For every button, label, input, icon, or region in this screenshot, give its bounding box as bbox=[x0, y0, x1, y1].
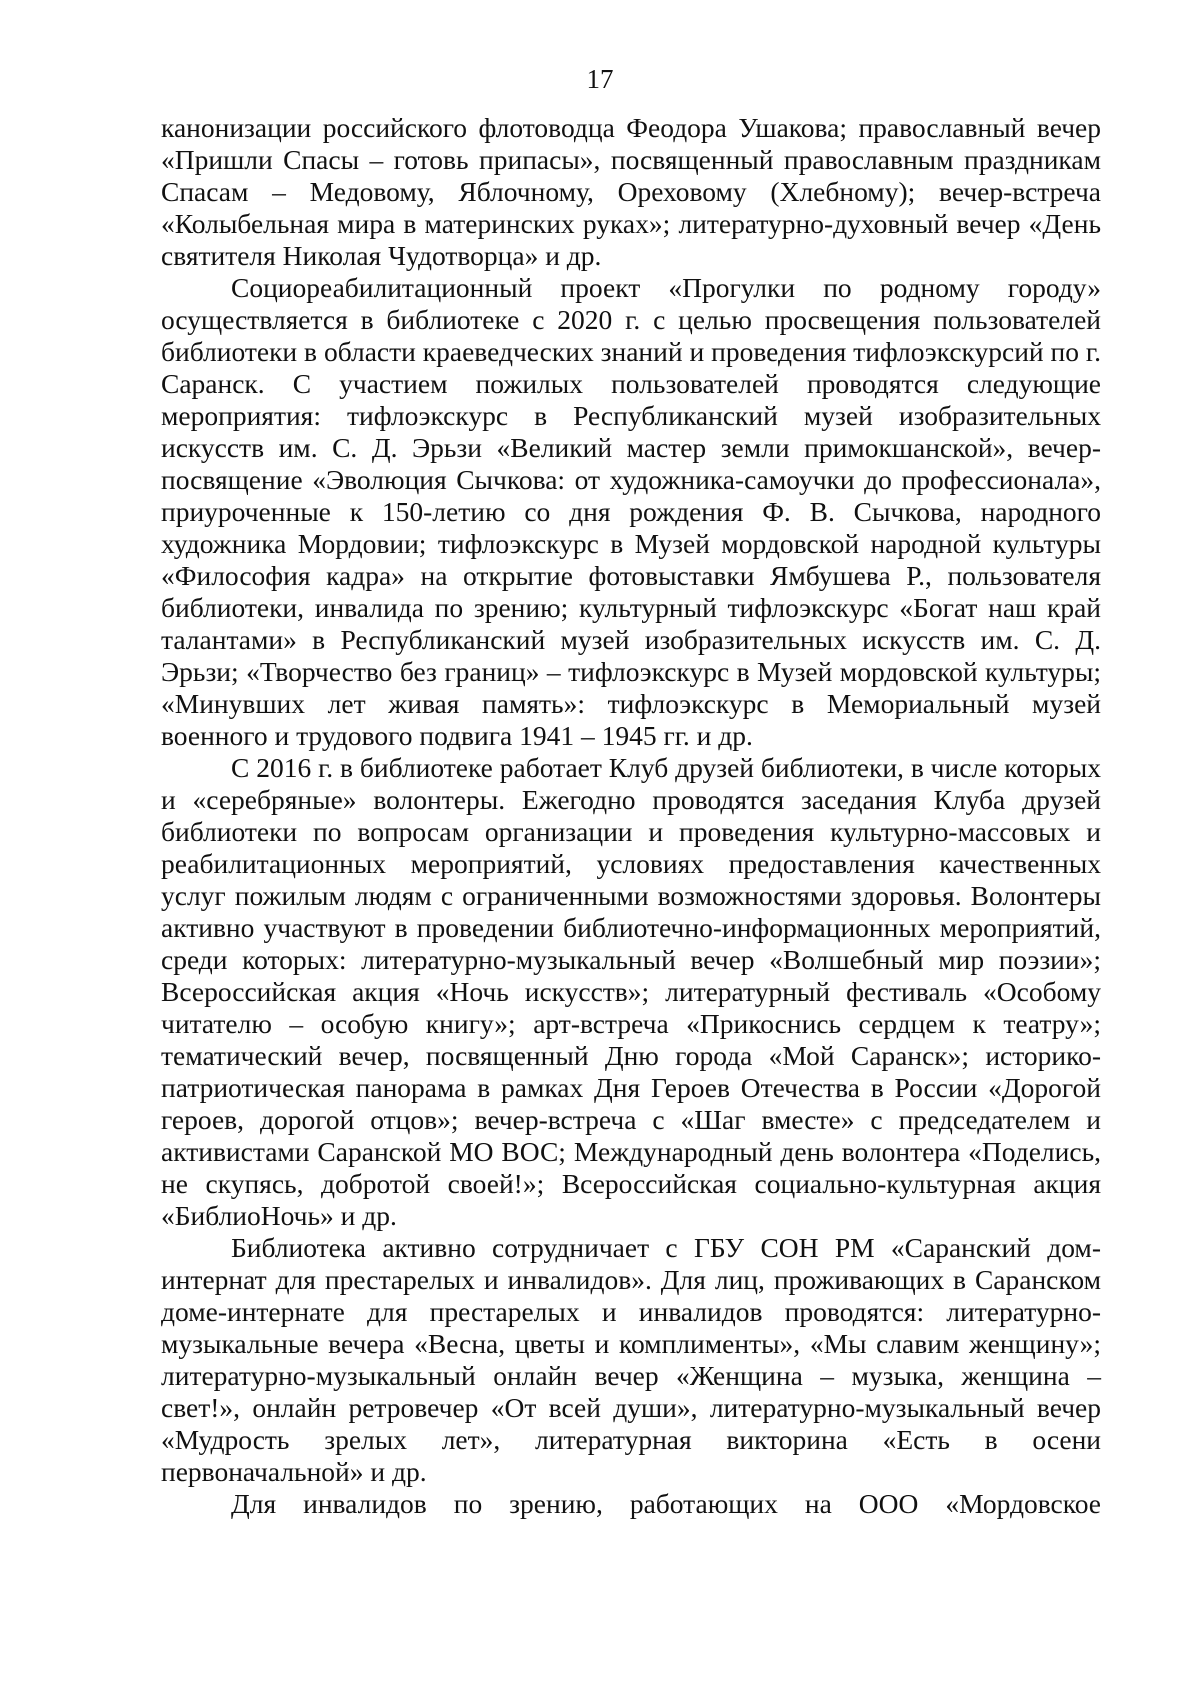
paragraph-visually-impaired-workers: Для инвалидов по зрению, работающих на ООО «Мордовское bbox=[231, 1488, 1101, 1519]
paragraph-care-home-cooperation: Библиотека активно сотрудничает с ГБУ СОН РМ «Саранский дом-интернат для престарелых и инвалидов». Для лиц, проживающих в Саранском доме-интернате для престарелых и инвалидов проводятся: литературно-музыкальные вечера «Весна, цветы и комплименты», «Мы славим женщину»; литературно-музыкальный онлайн вечер «Женщина – музыка, женщина – свет!», онлайн ретровечер «От всей души», литературно-музыкальный вечер «Мудрость зрелых лет», литературная викторина «Есть в осени первоначальной» и др. bbox=[161, 1232, 1101, 1487]
paragraph-walks-project: Социореабилитационный проект «Прогулки по родному городу» осуществляется в библиотеке с 2020 г. с целью просвещения пользователей библиотеки в области краеведческих знаний и проведения тифлоэкскурсий по г. Саранск. С участием пожилых пользователей проводятся следующие мероприятия: тифлоэкскурс в Республиканский музей изобразительных искусств им. С. Д. Эрьзи «Великий мастер земли примокшанской», вечер-посвящение «Эволюция Сычкова: от художника-самоучки до профессионала», приуроченные к 150-летию со дня рождения Ф. В. Сычкова, народного художника Мордовии; тифлоэкскурс в Музей мордовской народной культуры «Философия кадра» на открытие фотовыставки Ямбушева Р., пользователя библиотеки, инвалида по зрению; культурный тифлоэкскурс «Богат наш край талантами» в Республиканский музей изобразительных искусств им. С. Д. Эрьзи; «Творчество без границ» – тифлоэкскурс в Музей мордовской культуры; «Минувших лет живая память»: тифлоэкскурс в Мемориальный музей военного и трудового подвига 1941 – 1945 гг. и др. bbox=[161, 272, 1101, 751]
body-text bbox=[161, 112, 1101, 1520]
paragraph-continued: канонизации российского флотоводца Феодора Ушакова; православный вечер «Пришли Спасы – готовь припасы», посвященный православным праздникам Спасам – Медовому, Яблочному, Ореховому (Хлебному); вечер-встреча «Колыбельная мира в материнских руках»; литературно-духовный вечер «День святителя Николая Чудотворца» и др. bbox=[161, 112, 1101, 271]
paragraph-friends-club: С 2016 г. в библиотеке работает Клуб друзей библиотеки, в числе которых и «серебряные» волонтеры. Ежегодно проводятся заседания Клуба друзей библиотеки по вопросам организации и проведения культурно-массовых и реабилитационных мероприятий, условиях предоставления качественных услуг пожилым людям с ограниченными возможностями здоровья. Волонтеры активно участвуют в проведении библиотечно-информационных мероприятий, среди которых: литературно-музыкальный вечер «Волшебный мир поэзии»; Всероссийская акция «Ночь искусств»; литературный фестиваль «Особому читателю – особую книгу»; арт-встреча «Прикоснись сердцем к театру»; тематический вечер, посвященный Дню города «Мой Саранск»; историко-патриотическая панорама в рамках Дня Героев Отечества в России «Дорогой героев, дорогой отцов»; вечер-встреча с «Шаг вместе» с председателем и активистами Саранской МО ВОС; Международный день волонтера «Поделись, не скупясь, добротой своей!»; Всероссийская социально-культурная акция «БиблиоНочь» и др. bbox=[161, 752, 1101, 1231]
page-number: 17 bbox=[586, 64, 614, 94]
